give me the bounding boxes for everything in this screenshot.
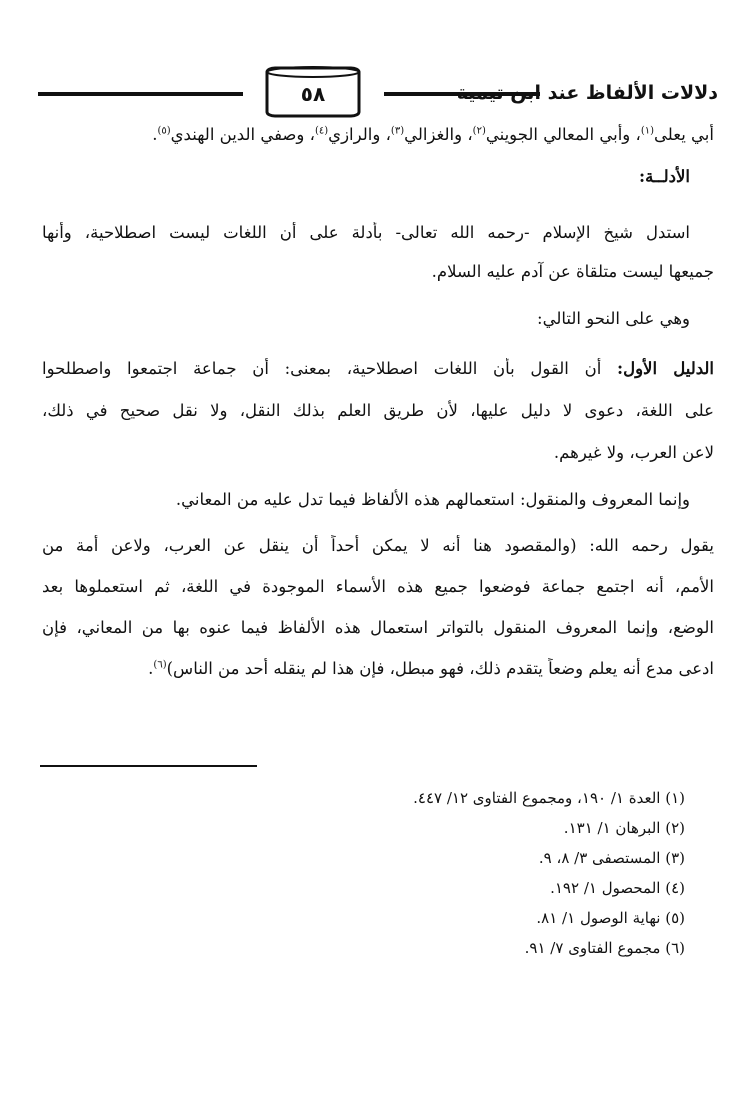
continuation-line: أبي يعلى$^{(١)}$، وأبي المعالي الجويني$^{(٢)}$، والغزالي$^{(٣)}$، والرازي$^{(٤)}$، وصفي الدين الهندي$^{(٥)}$. [152,125,714,144]
footnote: (٦) مجموع الفتاوى ٧/ ٩١. [524,939,685,957]
page-body [42,120,714,680]
footnote-separator [40,765,257,767]
section-heading: الأدلــة: [639,167,690,186]
header-rule-left [38,92,243,96]
book-title: دلالات الألفاظ عند ابن تيمية [456,82,718,104]
footnote: (١) العدة ١/ ١٩٠، ومجموع الفتاوى ١٢/ ٤٤٧. [413,789,685,807]
quote-line: الوضع، وإنما المعروف المنقول بالتواتر استعمال هذه الألفاظ فيما عنوه بها من المعاني، فإن [42,618,714,637]
footnote: (٢) البرهان ١/ ١٣١. [563,819,685,837]
running-header [38,62,718,122]
quote-line: يقول رحمه الله: (والمقصود هنا أنه لا يمكن أحداً أن ينقل عن العرب، ولاعن أمة من [42,536,714,555]
paragraph-line: وهي على النحو التالي: [537,309,690,328]
page-number-frame [245,62,381,122]
paragraph-line: الدليل الأول: أن القول بأن اللغات اصطلاحية، بمعنى: أن جماعة اجتمعوا واصطلحوا [42,359,714,378]
paragraph-line: وإنما المعروف والمنقول: استعمالهم هذه الألفاظ فيما تدل عليه من المعاني. [175,490,690,509]
paragraph-line: على اللغة، دعوى لا دليل عليها، لأن طريق العلم بذلك النقل، ولا نقل صحيح في ذلك، [42,401,714,420]
paragraph-line: جميعها ليست متلقاة عن آدم عليه السلام. [431,262,714,281]
quote-line: الأمم، أنه اجتمع جماعة فوضعوا جميع هذه الأسماء الموجودة في اللغة، ثم استعملوها بعد [42,577,714,596]
footnote: (٥) نهاية الوصول ١/ ٨١. [536,909,685,927]
quote-line: ادعى مدع أنه يعلم وضعاً يتقدم ذلك، فهو مبطل، فإن هذا لم ينقله أحد من الناس)$^{(٦)}$. [148,659,714,678]
footnotes [65,788,685,968]
paragraph-line: استدل شيخ الإسلام -رحمه الله تعالى- بأدلة على أن اللغات ليست اصطلاحية، وأنها [42,223,690,242]
page-number: ٥٨ [300,82,326,106]
footnote: (٤) المحصول ١/ ١٩٢. [550,879,685,897]
footnote: (٣) المستصفى ٣/ ٨، ٩. [538,849,685,867]
paragraph-line: لاعن العرب، ولا غيرهم. [553,443,714,462]
